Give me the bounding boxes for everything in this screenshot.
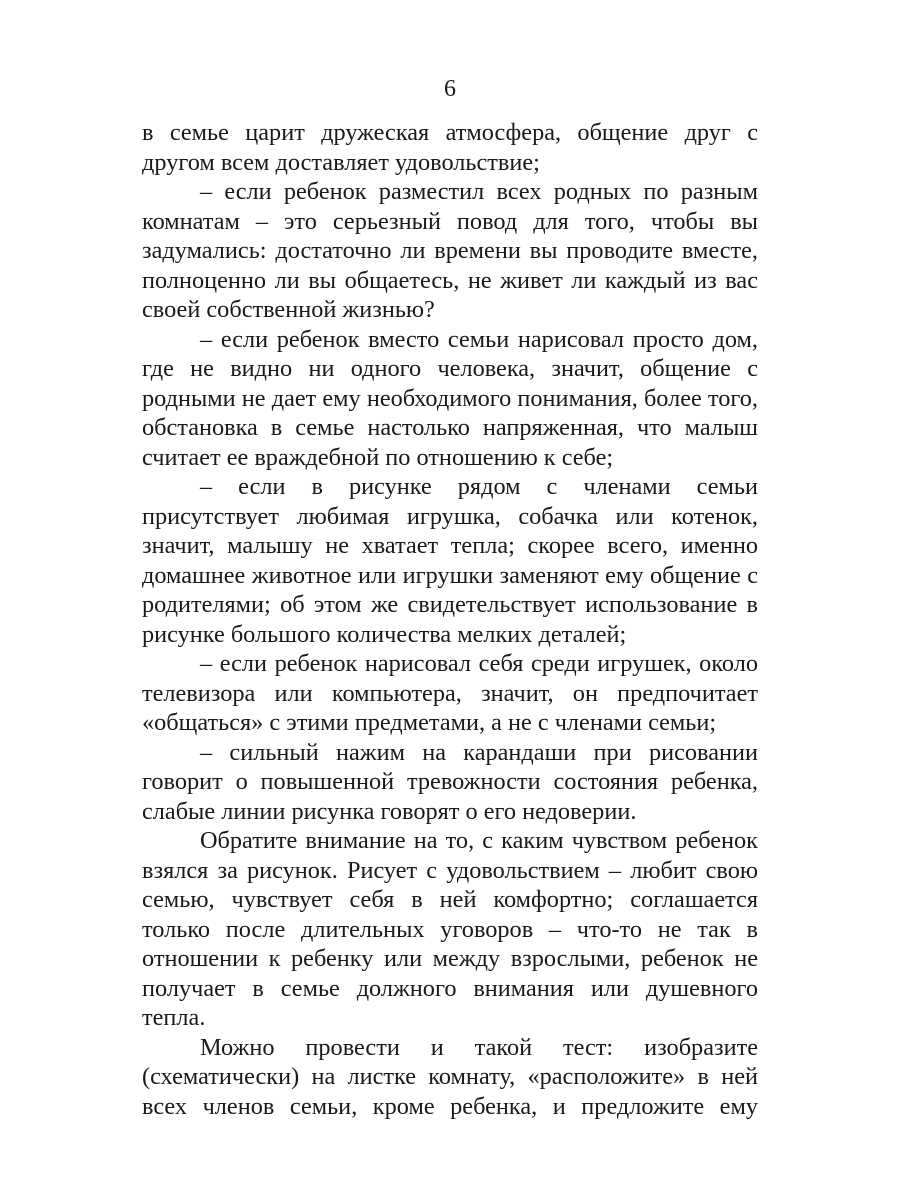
paragraph-6: – сильный нажим на карандаши при рисовании говорит о повышенной тревожности состояния ребенка, слабые линии рисунка говорят о его недоверии. [142, 738, 758, 825]
paragraph-7: Обратите внимание на то, с каким чувством ребенок взялся за рисунок. Рисует с удовольствием – любит свою семью, чувствует себя в ней комфортно; соглашается только после длительных уговоров – что-то не так в отношении к ребенку или между взрослыми, ребенок не получает в семье должного внимания или душевного тепла. [142, 827, 758, 1031]
paragraph-2: – если ребенок разместил всех родных по разным комнатам – это серьезный повод для того, чтобы вы задумались: достаточно ли времени вы проводите вместе, полноценно ли вы общаетесь, не живет ли каждый из вас своей собственной жизнью? [142, 178, 758, 323]
paragraph-8: Можно провести и такой тест: изобразите (схематически) на листке комнату, «расположите» в ней всех членов семьи, кроме ребенка, и предложите ему [142, 1033, 758, 1120]
paragraph-1: в семье царит дружеская атмосфера, общение друг с другом всем доставляет удовольствие; [142, 119, 758, 176]
page-number: 6 [444, 76, 456, 102]
body-text [142, 118, 758, 1121]
paragraph-4: – если в рисунке рядом с членами семьи присутствует любимая игрушка, собачка или котенок, значит, малышу не хватает тепла; скорее всего, именно домашнее животное или игрушки заменяют ему общение с родителями; об этом же свидетельствует использование в рисунке большого количества мелких деталей; [142, 473, 758, 648]
paragraph-5: – если ребенок нарисовал себя среди игрушек, около телевизора или компьютера, значит, он предпочитает «общаться» с этими предметами, а не с членами семьи; [142, 650, 758, 736]
paragraph-3: – если ребенок вместо семьи нарисовал просто дом, где не видно ни одного человека, значит, общение с родными не дает ему необходимого понимания, более того, обстановка в семье настолько напряженная, что малыш считает ее враждебной по отношению к себе; [142, 325, 758, 471]
